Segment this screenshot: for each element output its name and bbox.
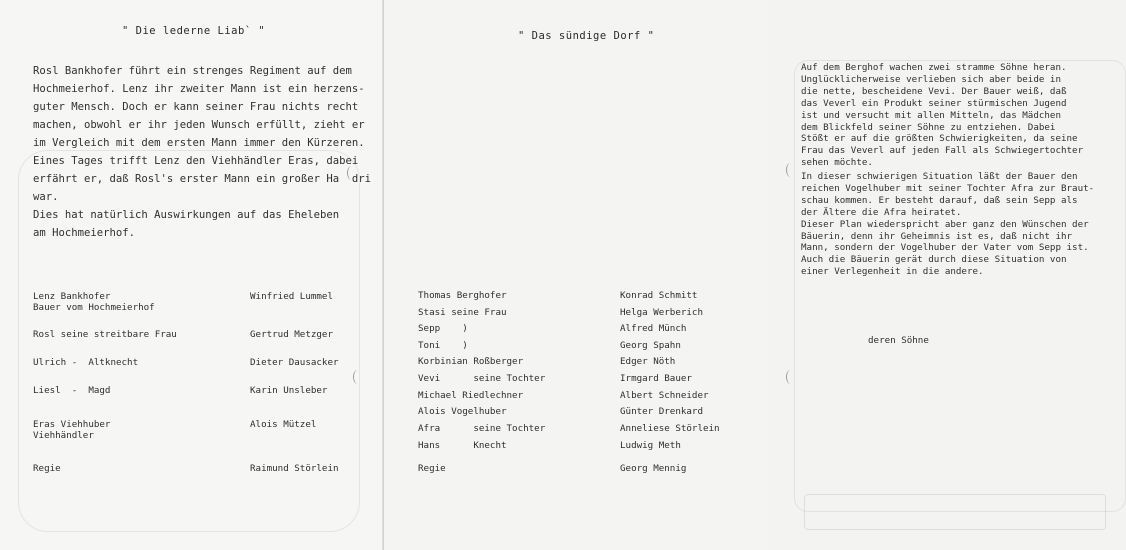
synopsis-line: guter Mensch. Doch er kann seiner Frau nichts recht [33,101,359,113]
right-synopsis-2 [801,171,1094,278]
synopsis-line: Mann, sondern der Vogelhuber der Vater vom Sepp ist. [801,242,1089,254]
synopsis-line: Unglücklicherweise verlieben sich aber beide in [801,73,1061,85]
cast-role: Toni ) [418,340,468,351]
synopsis-line: reichen Vogelhuber mit seiner Tochter Afra zur Braut- [801,182,1095,194]
cast-role: Liesl - Magd [33,385,111,396]
synopsis-line: Auch die Bäuerin gerät durch diese Situation von [801,254,1067,266]
cast-role: Michael Riedlechner [418,390,524,401]
cast-actor: Konrad Schmitt [620,290,698,301]
cast-role: Alois Vogelhuber [418,406,507,417]
left-page [0,0,384,550]
synopsis-line: machen, obwohl er ihr jeden Wunsch erfüllt, zieht er [33,119,365,131]
brothers-note: deren Söhne [868,335,929,346]
right-synopsis-1 [801,62,1083,169]
right-page [384,0,1095,550]
cast-actor: Alfred Münch [620,323,687,334]
cast-role: Eras Viehhuber [33,419,111,430]
synopsis-line: Bäuerin, denn ihr Geheimnis ist es, daß nicht ihr [801,230,1073,242]
cast-role: Stasi seine Frau [418,307,507,318]
cast-role-detail: Bauer vom Hochmeierhof [33,302,155,313]
cast-role: Lenz Bankhofer [33,291,111,302]
synopsis-line: Frau das Veverl auf jeden Fall als Schwiegertochter [801,145,1084,157]
punch-mark [347,166,356,180]
cast-role: Regie [418,463,446,474]
synopsis-line: einer Verlegenheit in die andere. [801,266,984,278]
synopsis-line: im Vergleich mit dem ersten Mann immer den Kürzeren. [33,137,365,149]
synopsis-line: Stößt er auf die größten Schwierigkeiten, da seine [801,133,1078,145]
synopsis-line: Auf dem Berghof wachen zwei stramme Söhne heran. [801,62,1067,73]
synopsis-line: erfährt er, daß Rosl's erster Mann ein großer Ha dri [33,173,372,185]
cast-role: Sepp ) [418,323,468,334]
synopsis-line: die nette, bescheidene Vevi. Der Bauer weiß, daß [801,85,1067,97]
cast-role: Hans Knecht [418,440,507,451]
right-play-title: " Das sündige Dorf " [518,30,655,42]
cast-role: Afra seine Tochter [418,423,546,434]
cast-role: Regie [33,463,61,474]
cast-actor: Georg Spahn [620,340,681,351]
synopsis-line: Dies hat natürlich Auswirkungen auf das Eheleben [33,209,340,221]
cast-actor: Alois Mützel [250,419,317,430]
synopsis-line: sehen möchte. [801,157,873,169]
cast-actor: Irmgard Bauer [620,373,692,384]
synopsis-line: dem Blickfeld seiner Söhne zu entziehen. Dabei [801,121,1056,133]
synopsis-line: ist und versucht mit allen Mitteln, das Mädchen [801,109,1061,121]
cast-actor: Karin Unsleber [250,385,328,396]
cast-role-detail: Viehhändler [33,430,94,441]
synopsis-line: Dieser Plan wiederspricht aber ganz den Wünschen der [801,218,1089,230]
cast-actor: Ludwig Meth [620,440,681,451]
sponsor-banner [804,494,1106,530]
cast-actor: Gertrud Metzger [250,329,333,340]
cast-actor: Edger Nöth [620,356,676,367]
cast-actor: Winfried Lummel [250,291,333,302]
cast-actor: Günter Drenkard [620,406,703,417]
synopsis-line: war. [33,191,59,203]
synopsis-line: schau kommen. Er besteht darauf, daß sein Sepp als [801,194,1078,206]
left-synopsis [33,62,371,242]
cast-role: Thomas Berghofer [418,290,507,301]
cast-actor: Helga Werberich [620,307,703,318]
punch-mark [786,370,795,384]
cast-role: Korbinian Roßberger [418,356,524,367]
synopsis-line: der Ältere die Afra heiratet. [801,206,962,218]
cast-role: Vevi seine Tochter [418,373,546,384]
cast-actor: Dieter Dausacker [250,357,339,368]
synopsis-line: Hochmeierhof. Lenz ihr zweiter Mann ist ein herzens- [33,83,365,95]
left-play-title: " Die lederne Liab` " [122,25,266,37]
cast-actor: Georg Mennig [620,463,687,474]
cast-actor: Anneliese Störlein [620,423,720,434]
synopsis-line: In dieser schwierigen Situation läßt der Bauer den [801,171,1078,182]
punch-mark [353,370,362,384]
cast-actor: Raimund Störlein [250,463,339,474]
synopsis-line: Rosl Bankhofer führt ein strenges Regiment auf dem [33,65,352,77]
synopsis-line: am Hochmeierhof. [33,227,136,239]
cast-actor: Albert Schneider [620,390,709,401]
synopsis-line: das Veverl ein Produkt seiner stürmischen Jugend [801,97,1067,109]
cast-role: Rosl seine streitbare Frau [33,329,177,340]
synopsis-line: Eines Tages trifft Lenz den Viehhändler Eras, dabei [33,155,359,167]
cast-role: Ulrich - Altknecht [33,357,139,368]
punch-mark [786,163,795,177]
